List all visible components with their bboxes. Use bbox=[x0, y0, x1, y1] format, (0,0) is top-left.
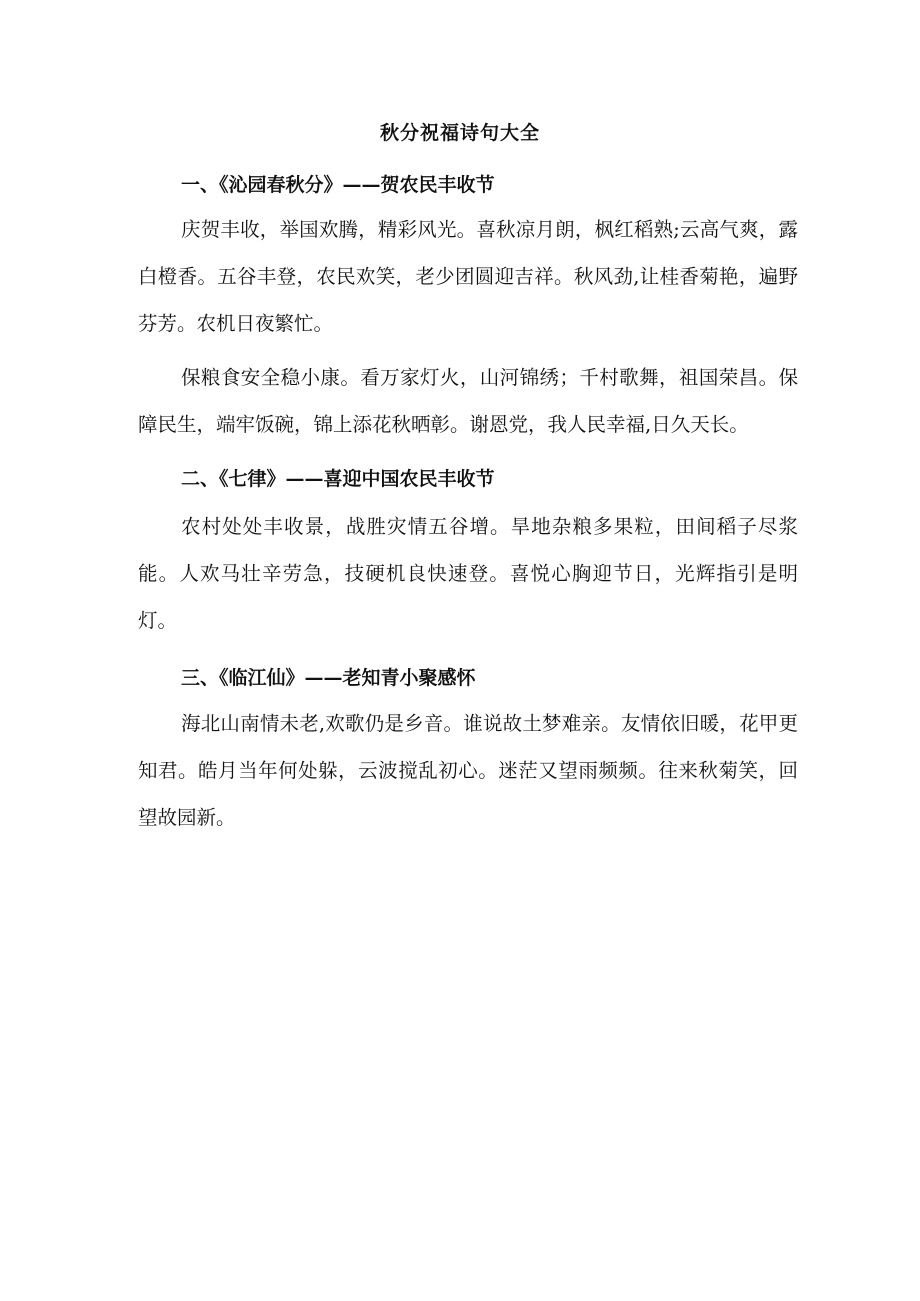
section-2-paragraph-1: 农村处处丰收景，战胜灾情五谷增。旱地杂粮多果粒，田间稻子尽浆能。人欢马壮辛劳急，技硬机良快速登。喜悦心胸迎节日，光辉指引是明灯。 bbox=[138, 515, 798, 632]
section-heading-3: 三、《临江仙》——老知青小聚感怀 bbox=[181, 667, 476, 689]
document-title: 秋分祝福诗句大全 bbox=[379, 122, 540, 144]
section-heading-1: 一、《沁园春秋分》——贺农民丰收节 bbox=[181, 174, 495, 196]
section-1-paragraph-1: 庆贺丰收，举国欢腾，精彩风光。喜秋凉月朗，枫红稻熟;云高气爽，露白橙香。五谷丰登，农民欢笑，老少团圆迎吉祥。秋风劲,让桂香菊艳，遍野芬芳。农机日夜繁忙。 bbox=[138, 218, 798, 335]
section-1-paragraph-2: 保粮食安全稳小康。看万家灯火，山河锦绣；千村歌舞，祖国荣昌。保障民生，端牢饭碗，锦上添花秋晒彰。谢恩党，我人民幸福,日久天长。 bbox=[138, 366, 798, 436]
section-3-paragraph-1: 海北山南情未老,欢歌仍是乡音。谁说故土梦难亲。友情依旧暖，花甲更知君。皓月当年何处躲，云波搅乱初心。迷茫又望雨频频。往来秋菊笑，回望故园新。 bbox=[138, 712, 798, 829]
section-heading-2: 二、《七律》——喜迎中国农民丰收节 bbox=[181, 468, 495, 490]
